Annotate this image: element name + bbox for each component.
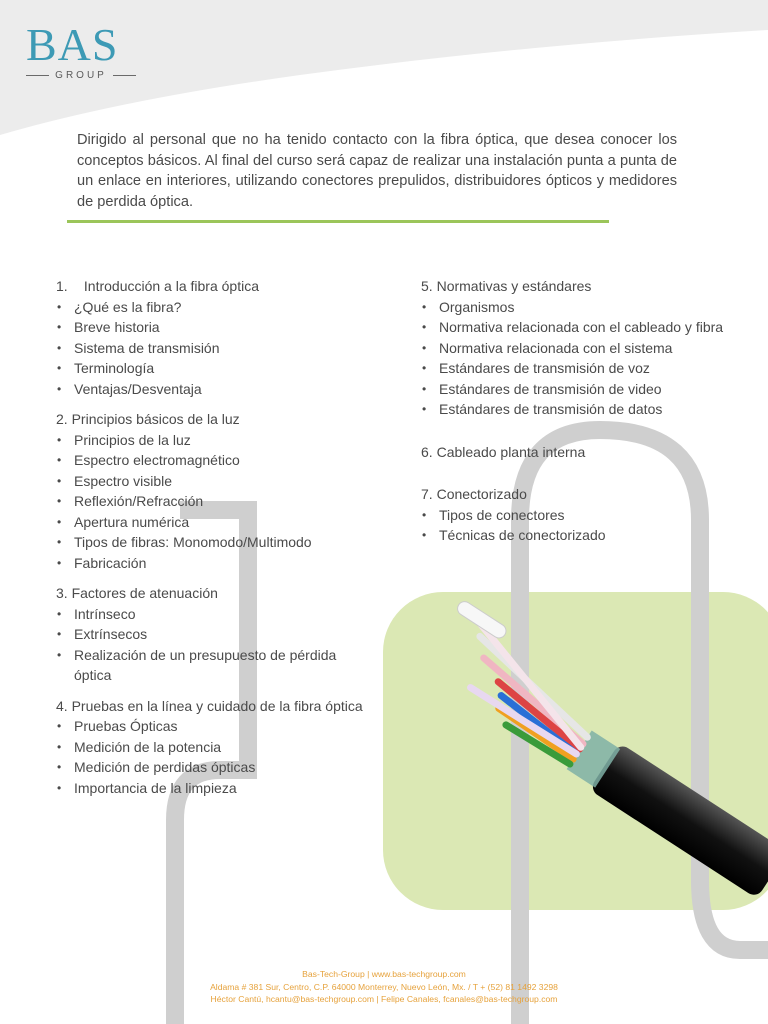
list-item: • Breve historia <box>56 317 371 338</box>
course-section <box>421 484 741 546</box>
course-section <box>56 696 371 799</box>
section-title <box>421 484 741 505</box>
section-title <box>56 409 371 430</box>
list-item: • ¿Qué es la fibra? <box>56 297 371 318</box>
section-items <box>56 297 371 400</box>
list-item: • Normativa relacionada con el sistema <box>421 338 741 359</box>
logo-group-text: GROUP <box>55 70 107 81</box>
list-item: • Normativa relacionada con el cableado y fibra <box>421 317 741 338</box>
section-number: 2. <box>56 411 68 427</box>
section-items <box>421 297 741 420</box>
section-items <box>56 716 371 798</box>
section-title <box>56 583 371 604</box>
list-item: • Reflexión/Refracción <box>56 491 371 512</box>
list-item: • Pruebas Ópticas <box>56 716 371 737</box>
list-item: • Sistema de transmisión <box>56 338 371 359</box>
section-title-text: Pruebas en la línea y cuidado de la fibra óptica <box>71 697 363 714</box>
list-item: • Principios de la luz <box>56 430 371 451</box>
list-item: • Terminología <box>56 358 371 379</box>
green-divider <box>67 220 609 223</box>
course-intro: Dirigido al personal que no ha tenido contacto con la fibra óptica, que desea conocer los conceptos básicos. Al final del curso será capaz de realizar una instalación punta a punta de un enlace en interiores, utilizando conectores prepulidos, distribuidores ópticos y medidores de perdida óptica. <box>77 132 677 210</box>
course-section <box>56 583 371 686</box>
section-number: 5. <box>421 278 433 294</box>
footer-address: Aldama # 381 Sur, Centro, C.P. 64000 Monterrey, Nuevo León, Mx. / T + (52) 81 1492 3298 <box>210 981 558 992</box>
list-item: • Importancia de la limpieza <box>56 778 371 799</box>
section-items <box>56 604 371 686</box>
list-item: • Espectro visible <box>56 471 371 492</box>
list-item: • Realización de un presupuesto de pérdida óptica <box>56 645 371 686</box>
section-number: 6. <box>421 443 433 460</box>
section-items <box>421 505 741 546</box>
section-number: 4. <box>56 697 68 714</box>
logo-brand-text: BAS <box>26 19 119 70</box>
course-section <box>56 409 371 573</box>
section-title-text: Principios básicos de la luz <box>71 411 240 427</box>
course-section <box>421 276 741 420</box>
list-item: • Estándares de transmisión de voz <box>421 358 741 379</box>
section-number: 3. <box>56 585 68 601</box>
section-title-text: Normativas y estándares <box>436 278 592 294</box>
list-item: • Tipos de conectores <box>421 505 741 526</box>
left-column <box>56 276 371 808</box>
logo-group-label <box>26 70 136 81</box>
footer <box>0 968 768 1006</box>
right-column <box>421 276 741 556</box>
footer-company: Bas-Tech-Group | www.bas-techgroup.com <box>302 969 466 979</box>
section-title-text: Introducción a la fibra óptica <box>83 278 259 294</box>
list-item: • Medición de la potencia <box>56 737 371 758</box>
list-item: • Medición de perdidas ópticas <box>56 757 371 778</box>
list-item: • Estándares de transmisión de video <box>421 379 741 400</box>
list-item: • Espectro electromagnético <box>56 450 371 471</box>
list-item: • Organismos <box>421 297 741 318</box>
section-number: 1. <box>56 278 68 294</box>
footer-contacts: Héctor Cantú, hcantu@bas-techgroup.com | Felipe Canales, fcanales@bas-techgroup.com <box>210 994 558 1004</box>
list-item: • Fabricación <box>56 553 371 574</box>
list-item: • Estándares de transmisión de datos <box>421 399 741 420</box>
section-title-text: Conectorizado <box>436 486 527 502</box>
section-title <box>421 276 741 297</box>
section-title <box>56 696 371 717</box>
section-title <box>56 276 371 297</box>
list-item: • Apertura numérica <box>56 512 371 533</box>
course-section <box>56 276 371 399</box>
section-title-text: Cableado planta interna <box>436 443 586 460</box>
bas-group-logo <box>22 20 142 84</box>
list-item: • Técnicas de conectorizado <box>421 525 741 546</box>
list-item: • Intrínseco <box>56 604 371 625</box>
list-item: • Ventajas/Desventaja <box>56 379 371 400</box>
list-item: • Tipos de fibras: Monomodo/Multimodo <box>56 532 371 553</box>
section-items <box>56 430 371 574</box>
list-item: • Extrínsecos <box>56 624 371 645</box>
course-section <box>421 442 741 463</box>
fiber-optic-cable-photo <box>395 600 768 900</box>
section-number: 7. <box>421 486 433 502</box>
section-title-text: Factores de atenuación <box>71 585 218 601</box>
section-title <box>421 442 741 463</box>
